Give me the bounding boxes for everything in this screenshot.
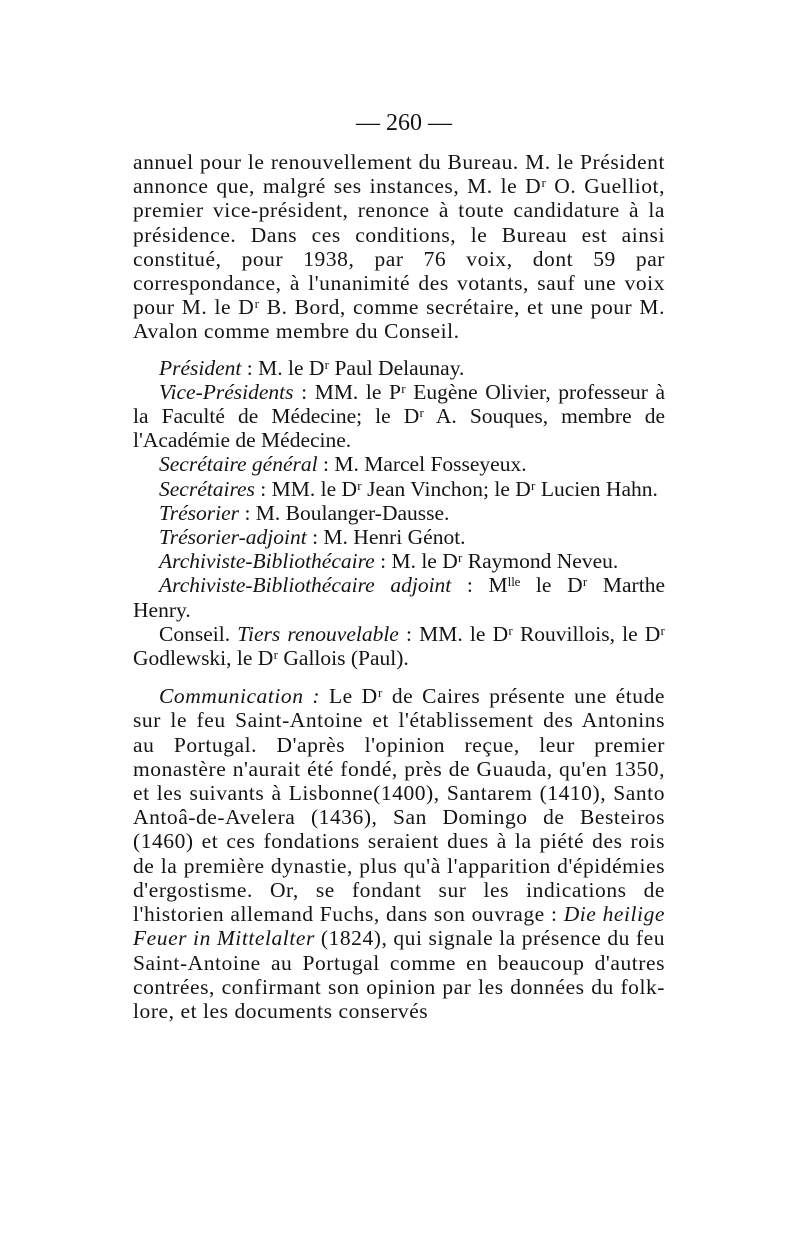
entry-vice-presidents [133, 380, 665, 453]
label-tresorier: Trésorier [159, 500, 240, 525]
book-title: Die heilige Feuer in Mittelalter [133, 902, 665, 951]
text-secretaires: : MM. le Dʳ Jean Vinchon; le Dʳ Lucien Hahn. [254, 476, 658, 501]
label-secretaire-general: Secrétaire général [159, 452, 318, 477]
label-archiviste: Archiviste-Bibliothécaire [159, 549, 375, 574]
label-vice-presidents: Vice-Présidents [159, 379, 294, 404]
text-president: : M. le Dʳ Paul Delaunay. [241, 355, 465, 380]
label-president: Président [159, 355, 242, 380]
text-tresorier-adjoint: : M. Henri Génot. [306, 525, 466, 550]
entry-archiviste-adjoint [133, 573, 665, 621]
text-vice-presidents: : MM. le Pʳ Eugène Olivier, professeur à la Faculté de Médecine; le Dʳ A. Souques, membre de l'Académie de Médecine. [133, 379, 665, 453]
page [133, 108, 665, 1023]
label-tresorier-adjoint: Trésorier-adjoint [159, 525, 307, 550]
paragraph-bureau-election: annuel pour le renouvellement du Bureau. M. le Président annonce que, malgré ses instances, M. le Dʳ O. Guelliot, premier vice-président, renonce à toute candidature à la présidence. Dans ces conditions, le Bureau est ainsi constitué, pour 1938, par 76 voix, dont 59 par correspondance, à l'unanimité des votants, sauf une voix pour M. le Dʳ B. Bord, comme secrétaire, et une pour M. Avalon comme membre du Conseil. [133, 150, 665, 344]
entry-tresorier-adjoint [133, 525, 665, 549]
text-conseil: : MM. le Dʳ Rouvillois, le Dʳ Godlewski, le Dʳ Gallois (Paul). [133, 621, 665, 671]
text-tresorier: : M. Boulanger-Dausse. [239, 500, 450, 525]
text-archiviste: : M. le Dʳ Raymond Neveu. [374, 549, 619, 574]
label-conseil: Tiers renouvelable [237, 621, 399, 646]
label-archiviste-adjoint: Archiviste-Bibliothécaire adjoint [159, 573, 452, 598]
entry-president [133, 356, 665, 380]
prefix-conseil: Conseil. [159, 621, 238, 646]
text-secretaire-general: : M. Marcel Fosseyeux. [317, 452, 527, 477]
label-communication: Communication : [159, 684, 321, 709]
entry-archiviste [133, 549, 665, 573]
entry-secretaire-general [133, 452, 665, 476]
text-archiviste-adjoint: : Mˡˡᵉ le Dʳ Marthe Henry. [133, 573, 665, 622]
text-communication-part1: Le Dʳ de Caires présente une étude sur le feu Saint-Antoine et l'établissement des Antonins au Portugal. D'après l'opinion reçue, leur premier monastère n'aurait été fondé, près de Guauda, qu'en 1350, et les suivants à Lisbonne(1400), Santarem (1410), Santo Antoâ-de-Avelera (1436), San Domingo de Besteiros (1460) et ces fondations seraient dues à la piété des rois de la première dynastie, plus qu'à l'apparition d'épidémies d'ergostisme. Or, se fondant sur les indications de l'historien allemand Fuchs, dans son ouvrage : [133, 684, 665, 927]
text-communication-part2: (1824), qui signale la présence du feu Saint-Antoine au Portugal comme en beaucoup d'autres contrées, confirmant son opinion par les données du folk-lore, et les documents conservés [133, 926, 665, 1023]
paragraph-communication [133, 684, 665, 1023]
page-number: — 260 — [356, 110, 452, 136]
entry-conseil [133, 622, 665, 670]
label-secretaires: Secrétaires [159, 476, 255, 501]
entry-secretaires [133, 477, 665, 501]
entry-tresorier [133, 501, 665, 525]
